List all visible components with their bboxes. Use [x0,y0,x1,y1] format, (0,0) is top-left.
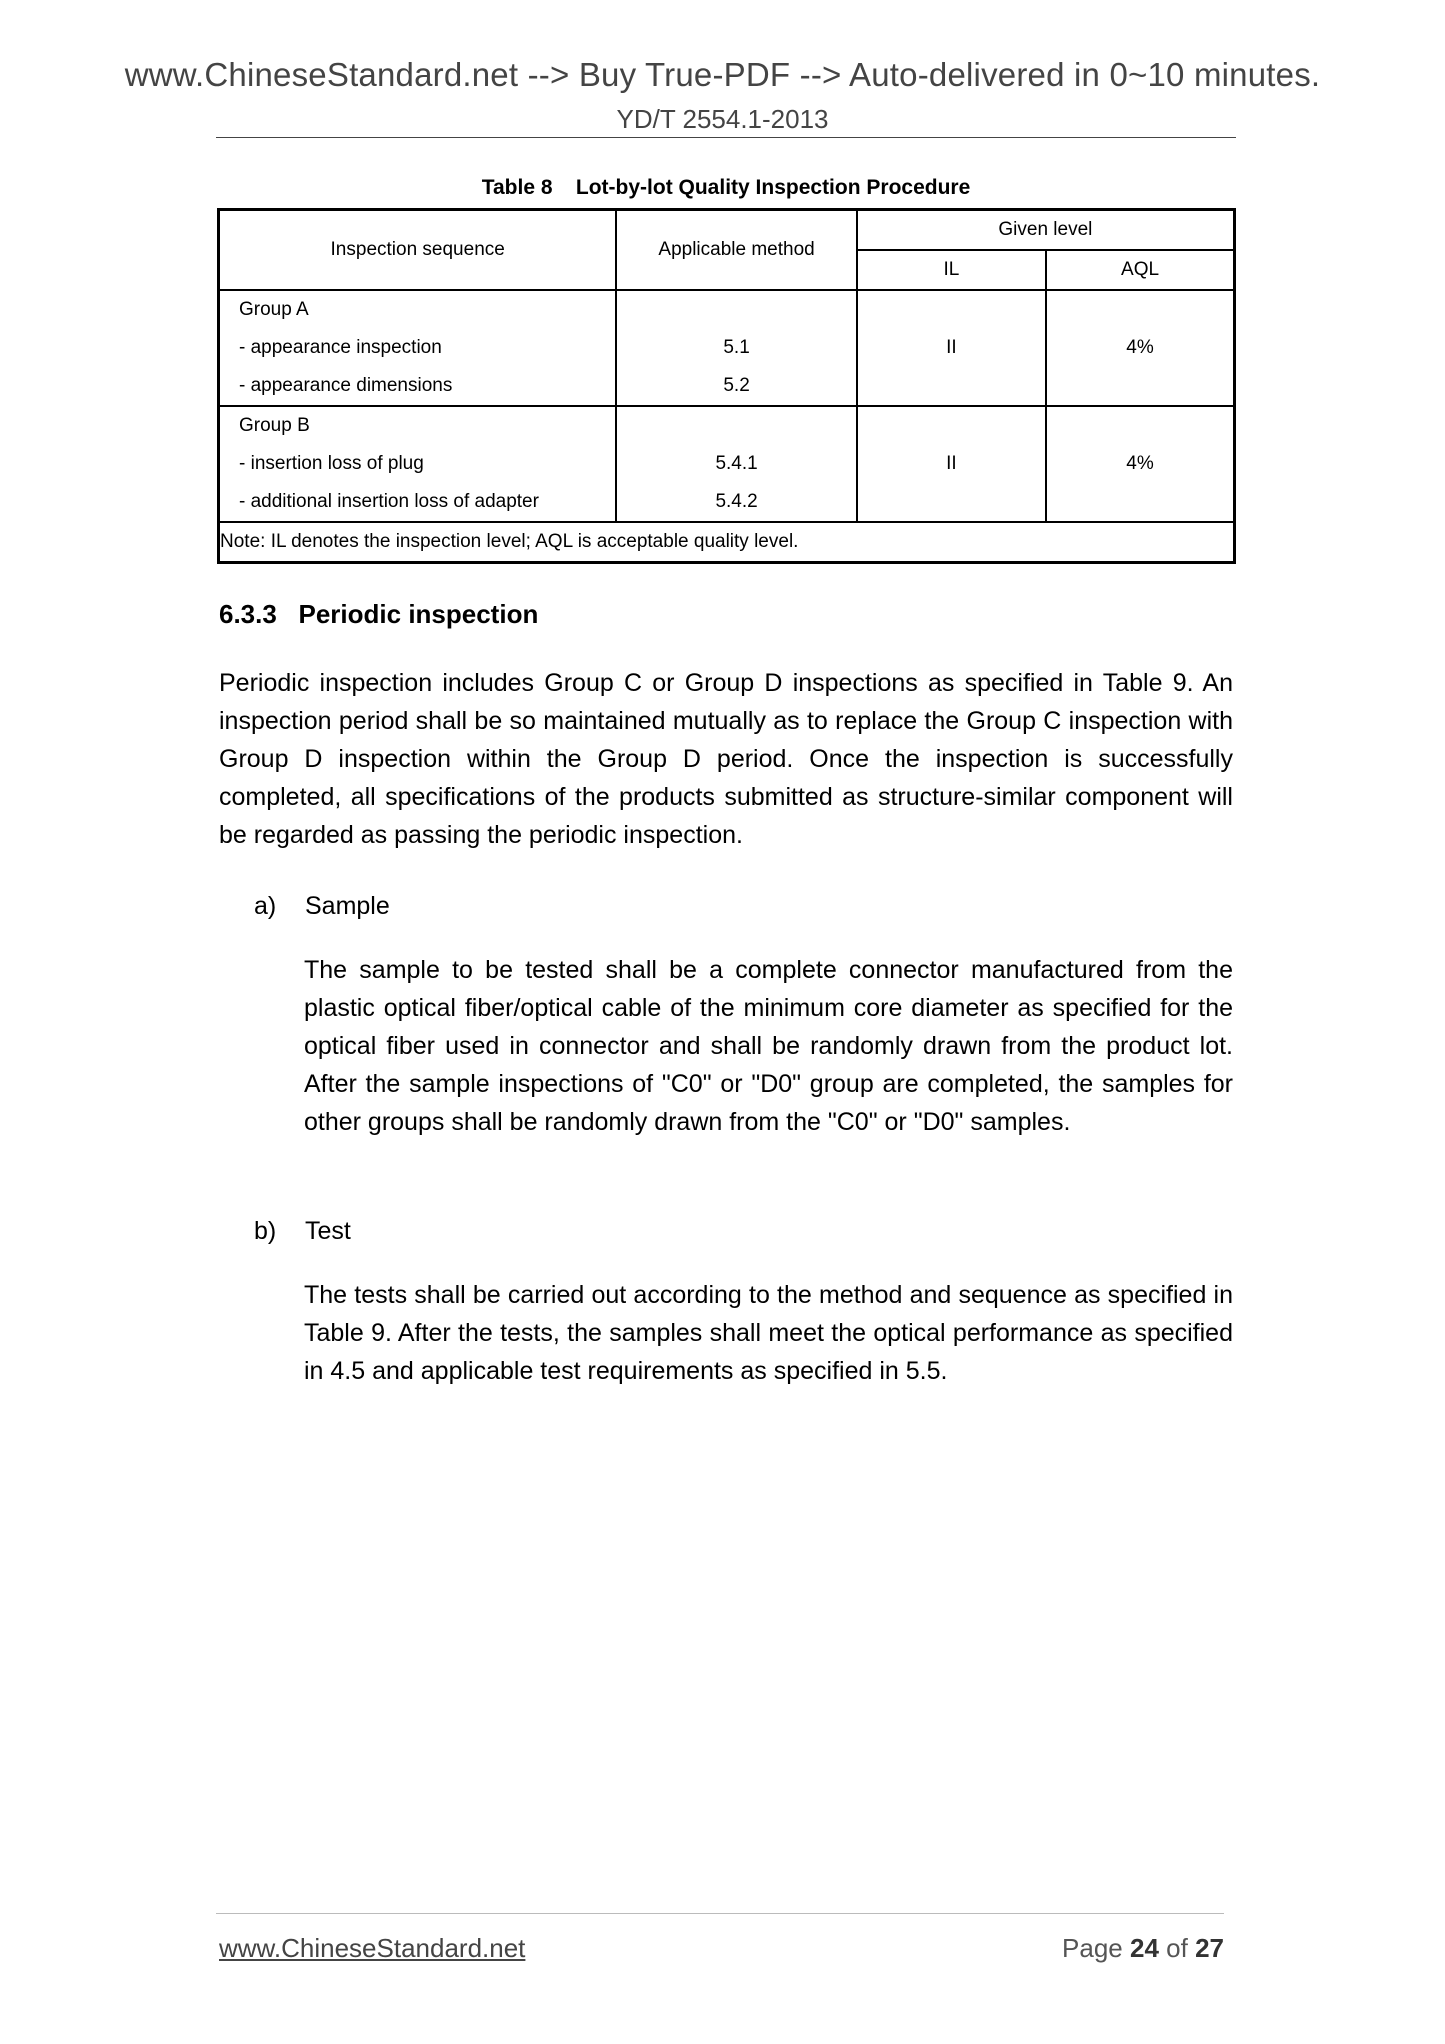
group-a-methods [616,290,856,406]
section-number: 6.3.3 [219,599,277,629]
table-row [219,290,1235,406]
group-b-method: 5.4.1 [715,452,758,474]
item-a-marker: a) [254,892,277,920]
page-of: of [1166,1933,1188,1963]
standard-code: YD/T 2554.1-2013 [616,104,829,134]
group-b-item: - additional insertion loss of adapter [239,490,539,512]
footer-site-link[interactable]: www.ChineseStandard.net [219,1933,526,1963]
table-note: Note: IL denotes the inspection level; AQL is acceptable quality level. [219,522,1235,563]
table-note-row [219,522,1235,563]
item-a-label: Sample [305,892,390,920]
footer-rule [216,1913,1224,1914]
group-a-il: II [946,336,957,358]
header-aql: AQL [1046,250,1234,290]
group-b-aql-cell [1046,406,1234,522]
page-total: 27 [1195,1933,1224,1963]
table-caption [216,176,1236,200]
table-row [219,406,1235,522]
group-a-item: - appearance inspection [239,336,442,358]
group-b-sequence [219,406,617,522]
item-b-text: The tests shall be carried out according to the method and sequence as specified in Table 9. After the tests, the samples shall meet the optical performance as specified in 4.5 and applicable test requirements as specified in 5.5. [304,1281,1233,1385]
header-inspection-sequence: Inspection sequence [219,210,617,290]
header-rule [216,137,1236,138]
table-caption-title: Lot-by-lot Quality Inspection Procedure [575,176,971,199]
table-caption-number: Table 8 [481,176,553,199]
group-b-il-cell [857,406,1046,522]
group-a-sequence [219,290,617,406]
item-b-label: Test [305,1217,351,1245]
header-il: IL [857,250,1046,290]
group-a-method: 5.2 [723,374,750,396]
section-intro: Periodic inspection includes Group C or Group D inspections as specified in Table 9. An inspection period shall be so maintained mutually as to replace the Group C inspection with Group D inspection within the Group D period. Once the inspection is successfully completed, all specifications of the products submitted as structure-similar component will be regarded as passing the periodic inspection. [219,669,1233,849]
page-prefix: Page [1062,1933,1123,1963]
page-number [1024,1933,1224,1964]
header-given-level: Given level [857,210,1235,250]
group-a-aql: 4% [1126,336,1154,358]
section-heading [219,599,538,630]
item-a-text: The sample to be tested shall be a complete connector manufactured from the plastic optical fiber/optical cable of the minimum core diameter as specified for the optical fiber used in connector and shall be randomly drawn from the product lot. After the sample inspections of "C0" or "D0" group are completed, the samples for other groups shall be randomly drawn from the "C0" or "D0" samples. [304,956,1233,1136]
section-title: Periodic inspection [298,599,539,629]
group-b-il: II [946,452,957,474]
group-a-method: 5.1 [723,336,750,358]
header-applicable-method: Applicable method [616,210,856,290]
group-b-title: Group B [239,414,310,436]
group-b-item: - insertion loss of plug [239,452,424,474]
group-a-title: Group A [239,298,309,320]
group-a-il-cell [857,290,1046,406]
page-current: 24 [1130,1933,1159,1963]
purchase-banner: www.ChineseStandard.net --> Buy True-PDF --> Auto-delivered in 0~10 minutes. [124,56,1321,93]
group-b-aql: 4% [1126,452,1154,474]
inspection-procedure-table [217,208,1236,564]
item-b-marker: b) [254,1217,277,1245]
group-a-aql-cell [1046,290,1234,406]
group-b-method: 5.4.2 [715,490,758,512]
group-a-item: - appearance dimensions [239,374,453,396]
group-b-methods [616,406,856,522]
